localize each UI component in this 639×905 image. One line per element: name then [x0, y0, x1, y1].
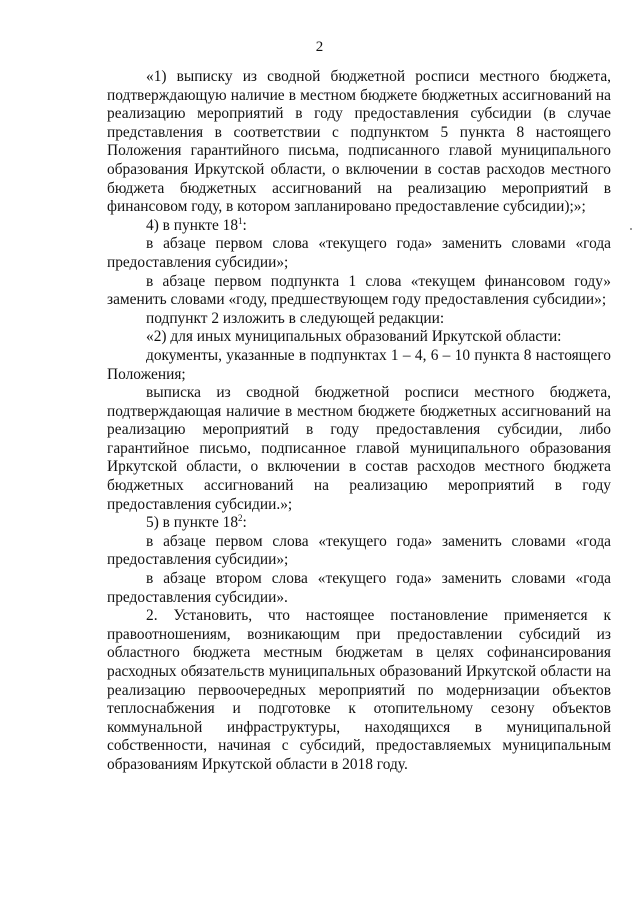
item-4-prefix: 4) в пункте 18: [146, 216, 239, 234]
paragraph-item-5-second-abzac: в абзаце втором слова «текущего года» заменить словами «года предоставления субсидии».: [107, 570, 611, 606]
paragraph-item-5-heading: [107, 514, 611, 533]
paragraph-point-2: 2. Установить, что настоящее постановление применяется к правоотношениям, возникающим при предоставлении субсидий из областного бюджета местным бюджетам в целях софинансирования расходных обязательств муниципальных образований Иркутской области на реализацию первоочередных мероприятий по модернизации объектов теплоснабжения и подготовке к отопительному сезону объектов коммунальной инфраструктуры, находящихся в муниципальной собственности, начиная с субсидий, предоставляемых муниципальным образованиям Иркутской области в 2018 году.: [107, 607, 611, 773]
paragraph-item-4-first-abzac: в абзаце первом слова «текущего года» заменить словами «года предоставления субсидии»;: [107, 235, 611, 271]
paragraph-item-4-subitem-1: в абзаце первом подпункта 1 слова «текущем финансовом году» заменить словами «году, предшествующем году предоставления субсидии»;: [107, 272, 611, 309]
paragraph-item-4-heading: [107, 217, 611, 236]
page-number: 2: [315, 39, 324, 55]
item-5-prefix: 5) в пункте 18: [146, 514, 239, 532]
paragraph-documents: документы, указанные в подпунктах 1 – 4, 6 – 10 пункта 8 настоящего Положения;: [107, 346, 611, 383]
document-body: [107, 68, 611, 775]
paragraph-subitem-1-quote: «1) выписку из сводной бюджетной росписи местного бюджета, подтверждающую наличие в местном бюджете бюджетных ассигнований на реализацию мероприятий в году предоставления субсидии (в случае представления в соответствии с подпунктом 5 пункта 8 настоящего Положения гарантийного письма, подписанного главой муниципального образования Иркутской области, о включении в состав расходов местного бюджета бюджетных ассигнований на реализацию мероприятий в финансовом году, в котором запланировано предоставление субсидии);»;: [107, 68, 611, 216]
paragraph-subitem-2-quote: «2) для иных муниципальных образований Иркутской области:: [146, 328, 562, 346]
paragraph-item-4-subitem-2: подпункт 2 изложить в следующей редакции:: [146, 309, 445, 327]
paragraph-extract: выписка из сводной бюджетной росписи местного бюджета, подтверждающая наличие в местном бюджете бюджетных ассигнований на реализацию мероприятий в году предоставления субсидии, либо гарантийное письмо, подписанное главой муниципального образования Иркутской области, о включении в состав расходов местного бюджета бюджетных ассигнований на реализацию мероприятий в году предоставления субсидии.»;: [107, 384, 611, 513]
scan-margin-mark: [630, 228, 632, 230]
paragraph-item-5-first-abzac: в абзаце первом слова «текущего года» заменить словами «года предоставления субсидии»;: [107, 532, 611, 569]
item-4-suffix: :: [242, 216, 247, 234]
item-5-suffix: :: [242, 514, 247, 532]
item-5-superscript: 2: [238, 513, 243, 524]
item-4-superscript: 1: [238, 215, 243, 226]
